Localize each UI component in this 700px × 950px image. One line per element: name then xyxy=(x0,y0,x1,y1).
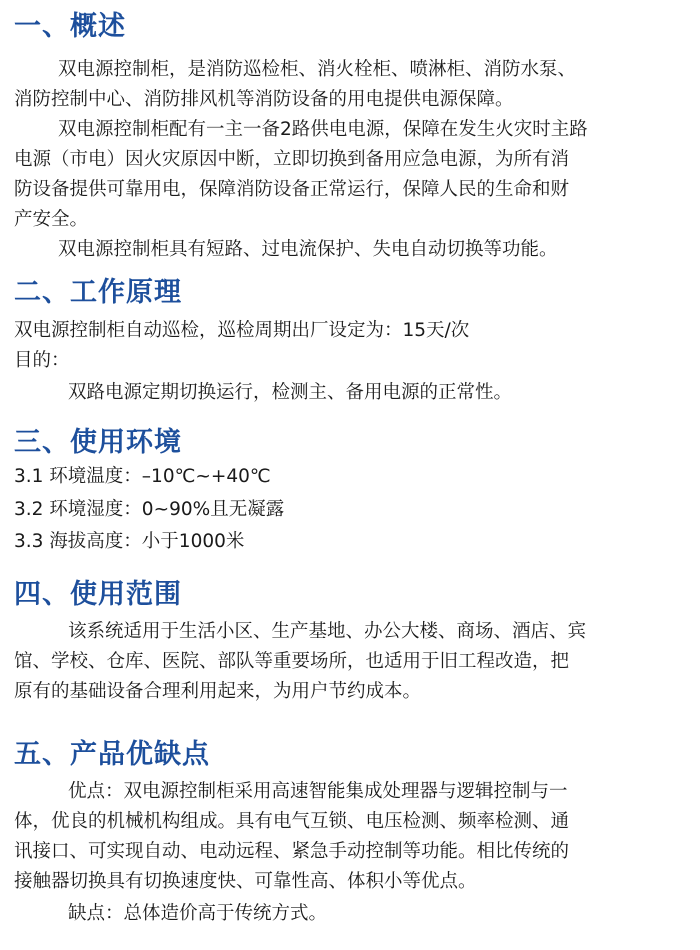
heading-working-principle: 二、工作原理 xyxy=(14,277,182,308)
paragraph-line: 该系统适用于生活小区、生产基地、办公大楼、商场、酒店、宾 xyxy=(68,621,587,642)
paragraph-line: 讯接口、可实现自动、电动远程、紧急手动控制等功能。相比传统的 xyxy=(14,841,570,862)
paragraph-line: 消防控制中心、消防排风机等消防设备的用电提供电源保障。 xyxy=(14,89,514,110)
paragraph-line: 双电源控制柜配有一主一备2路供电电源，保障在发生火灾时主路 xyxy=(58,119,588,140)
paragraph-line: 优点：双电源控制柜采用高速智能集成处理器与逻辑控制与一 xyxy=(68,781,568,802)
paragraph-line: 3.1 环境温度：–10℃~+40℃ xyxy=(14,466,271,487)
paragraph-line: 双电源控制柜，是消防巡检柜、消火栓柜、喷淋柜、消防水泵、 xyxy=(58,59,577,80)
paragraph-line: 防设备提供可靠用电，保障消防设备正常运行，保障人民的生命和财 xyxy=(14,179,570,200)
paragraph-line: 产安全。 xyxy=(14,209,89,230)
paragraph-line: 目的： xyxy=(14,350,70,371)
paragraph-line: 馆、学校、仓库、医院、部队等重要场所，也适用于旧工程改造，把 xyxy=(14,651,570,672)
paragraph-line: 双电源控制柜自动巡检，巡检周期出厂设定为：15天/次 xyxy=(14,320,470,341)
paragraph-line: 原有的基础设备合理利用起来，为用户节约成本。 xyxy=(14,681,422,702)
heading-scope: 四、使用范围 xyxy=(14,579,182,610)
heading-overview: 一、概述 xyxy=(14,11,126,42)
paragraph-line: 3.3 海拔高度：小于1000米 xyxy=(14,531,245,552)
paragraph-line: 电源（市电）因火灾原因中断，立即切换到备用应急电源，为所有消 xyxy=(14,149,570,170)
paragraph-line: 双电源控制柜具有短路、过电流保护、失电自动切换等功能。 xyxy=(58,239,558,260)
heading-environment: 三、使用环境 xyxy=(14,427,182,458)
heading-pros-cons: 五、产品优缺点 xyxy=(14,739,210,770)
paragraph-line: 双路电源定期切换运行，检测主、备用电源的正常性。 xyxy=(68,382,513,403)
paragraph-line: 缺点：总体造价高于传统方式。 xyxy=(68,903,328,924)
paragraph-line: 体，优良的机械机构组成。具有电气互锁、电压检测、频率检测、通 xyxy=(14,811,570,832)
paragraph-line: 接触器切换具有切换速度快、可靠性高、体积小等优点。 xyxy=(14,871,477,892)
paragraph-line: 3.2 环境湿度：0~90%且无凝露 xyxy=(14,499,285,520)
